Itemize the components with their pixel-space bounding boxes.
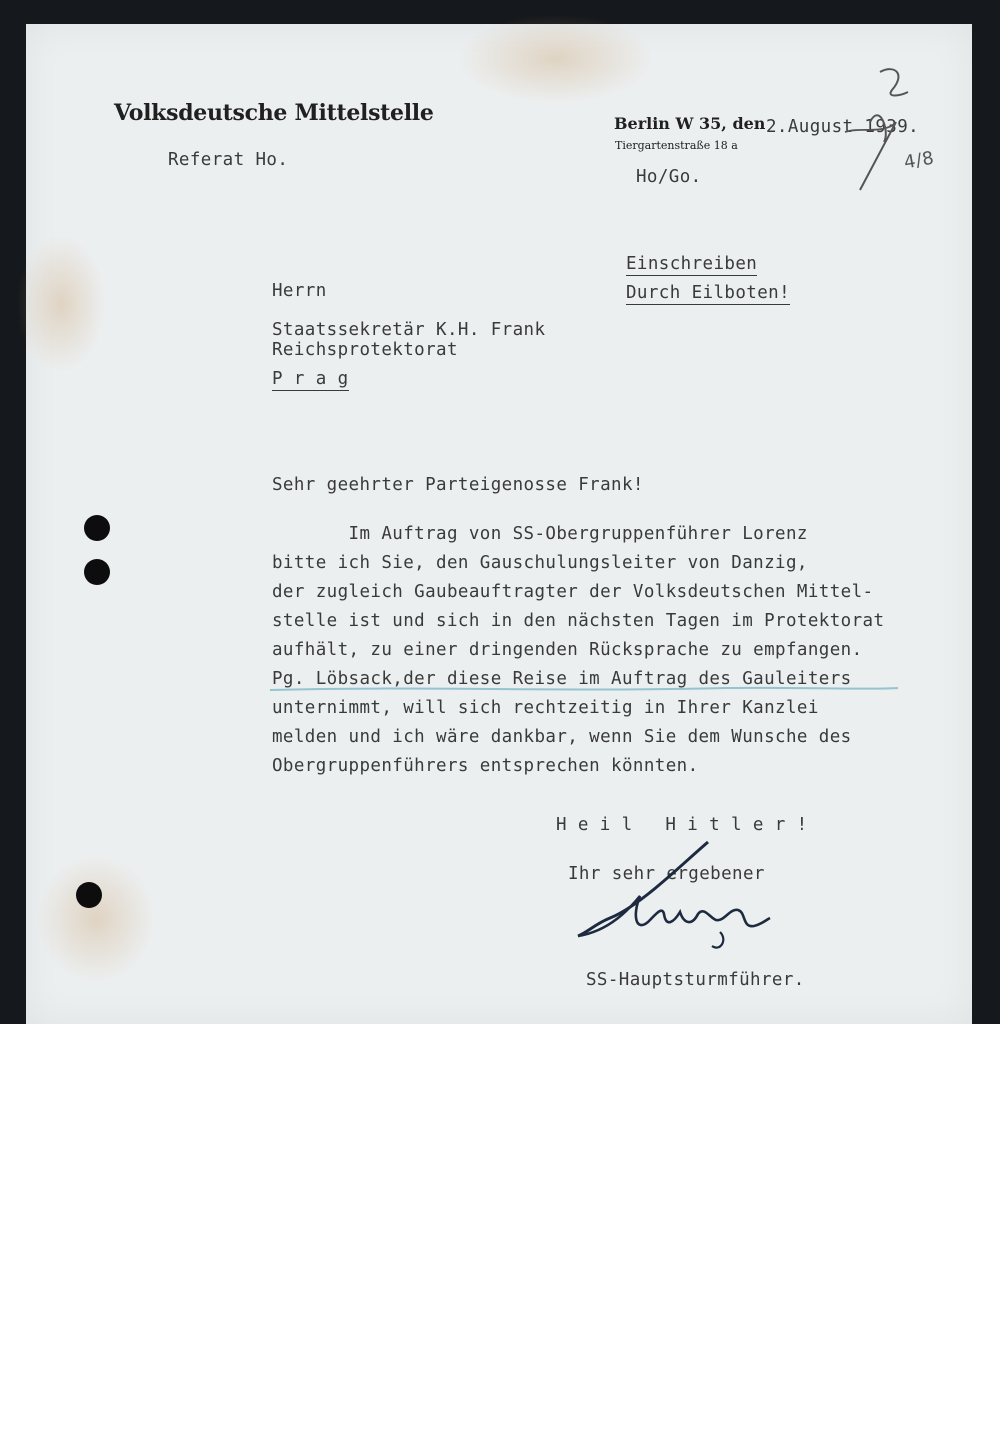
closing-salute: H e i l H i t l e r ! bbox=[556, 815, 808, 835]
reference-code: Ho/Go. bbox=[636, 167, 702, 187]
address-salutation: Herrn bbox=[272, 281, 327, 301]
greeting: Sehr geehrter Parteigenosse Frank! bbox=[272, 475, 644, 495]
address-name: Staatssekretär K.H. Frank bbox=[272, 320, 546, 340]
stain bbox=[36, 854, 156, 984]
signature bbox=[570, 836, 780, 956]
address-office: Reichsprotektorat bbox=[272, 340, 458, 360]
body-line: aufhält, zu einer dringenden Rücksprache zu empfangen. bbox=[272, 640, 863, 660]
handwritten-note-mark bbox=[840, 62, 960, 192]
referat: Referat Ho. bbox=[168, 150, 289, 170]
punch-hole bbox=[84, 515, 110, 541]
letterhead-city: Berlin W 35, den bbox=[614, 114, 766, 133]
body-line: der zugleich Gaubeauftragter der Volksdeutschen Mittel- bbox=[272, 582, 874, 602]
body-line: Obergruppenführers entsprechen könnten. bbox=[272, 756, 699, 776]
body-line: melden und ich wäre dankbar, wenn Sie dem Wunsche des bbox=[272, 727, 852, 747]
delivery-registered: Einschreiben bbox=[626, 254, 758, 274]
body-line: stelle ist und sich in den nächsten Tagen im Protektorat bbox=[272, 611, 885, 631]
handwritten-date: 4/8 bbox=[902, 147, 936, 174]
punch-hole bbox=[76, 882, 102, 908]
closing-yours: Ihr sehr ergebener bbox=[568, 864, 765, 884]
body-line: bitte ich Sie, den Gauschulungsleiter von Danzig, bbox=[272, 553, 808, 573]
letter-date: 2.August 1939. bbox=[766, 117, 920, 137]
body-line: Pg. Löbsack,der diese Reise im Auftrag des Gauleiters bbox=[272, 669, 852, 689]
body-line: unternimmt, will sich rechtzeitig in Ihrer Kanzlei bbox=[272, 698, 819, 718]
body-line: Im Auftrag von SS-Obergruppenführer Lorenz bbox=[272, 524, 808, 544]
stain bbox=[456, 14, 656, 104]
address-city: P r a g bbox=[272, 369, 349, 389]
letterhead-org: Volksdeutsche Mittelstelle bbox=[114, 100, 434, 126]
punch-hole bbox=[84, 559, 110, 585]
delivery-express: Durch Eilboten! bbox=[626, 283, 791, 303]
stain bbox=[16, 234, 106, 374]
letterhead-street: Tiergartenstraße 18 a bbox=[615, 139, 738, 152]
pencil-underline bbox=[266, 682, 906, 696]
signer-rank: SS-Hauptsturmführer. bbox=[586, 970, 805, 990]
